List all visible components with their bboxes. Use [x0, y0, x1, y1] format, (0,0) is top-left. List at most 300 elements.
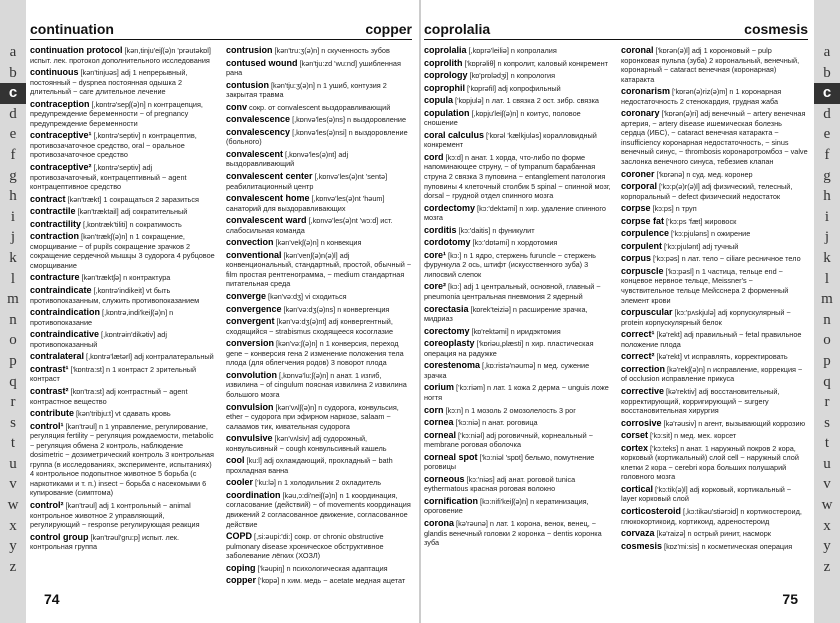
alphabet-tab-p[interactable]: p: [9, 352, 17, 369]
entry-definition: [kən'tru:ʒ(ə)n] n скученность зубов: [272, 46, 390, 55]
dictionary-entry: [621, 387, 808, 416]
headword: contraction: [30, 231, 80, 242]
alphabet-tab-g[interactable]: g: [823, 167, 831, 184]
entry-definition: [,kɒntrə'indikeit] vt быть противопоказанным, служить противопоказанием: [30, 286, 200, 305]
alphabet-tab-n[interactable]: n: [9, 311, 17, 328]
entry-definition: [,kɒnvə'les(ə)nt 'həum] санаторий для выздоравливающих: [226, 194, 385, 213]
entry-definition: ['kɔ:pjulənt] adj тучный: [662, 241, 739, 251]
dictionary-entry: [226, 216, 412, 235]
entry-definition: [kən'træktʃə] n контрактура: [79, 273, 171, 283]
headword: coronarism: [621, 86, 671, 97]
headword: corneous: [424, 473, 465, 484]
entry-definition: [,kɒntrə,indi'keiʃ(ə)n] n противопоказание: [30, 308, 174, 327]
headword: coroner: [621, 168, 655, 179]
headword: contractile: [30, 206, 76, 217]
headword: convolution: [226, 369, 277, 380]
dictionary-entry: [226, 576, 412, 586]
dictionary-entry: [226, 46, 412, 56]
dictionary-entry: [424, 497, 611, 516]
headword: contraceptive¹: [30, 130, 92, 141]
headword: corectomy: [424, 325, 470, 336]
alphabet-tab-h[interactable]: h: [823, 188, 831, 205]
dictionary-entry: [424, 153, 611, 201]
alphabet-tab-y[interactable]: y: [9, 538, 17, 555]
alphabet-tab-m[interactable]: m: [821, 291, 833, 308]
headword: corpuscular: [621, 307, 673, 318]
entry-definition: ['kɒprəfil] adj копрофильный: [465, 83, 561, 93]
entry-definition: [kən'trəul] adj 1 контрольный ~ animal контрольное животное 2 управляющий, регулирующий ~ response регулирующая реакция: [30, 500, 200, 530]
dictionary-entry: [621, 365, 808, 384]
headword: contrusion: [226, 46, 273, 55]
dictionary-entry: [424, 431, 611, 450]
entry-definition: [kɔ:'niəs] adj анат. роговой tunica eythermatous красная роговая волокно: [424, 474, 576, 494]
entry-definition: [,kɒnvə'les(ə)nt] adj выздоравливающий: [226, 149, 349, 169]
alphabet-tab-u[interactable]: u: [823, 455, 831, 472]
headword: cord: [424, 151, 444, 162]
dictionary-entry: [621, 267, 808, 305]
dictionary-entry: [30, 422, 216, 498]
dictionary-entry: [30, 232, 216, 270]
entry-definition: ['kɒriəu,plæsti] n хир. пластическая операция на радужке: [424, 339, 594, 358]
entry-definition: [kə'rəunə] n лат. 1 корона, венок, венец, ~ glandis венечный головки 2 коронка ~ dentis коронка зуба: [424, 518, 602, 548]
dictionary-entry: [424, 204, 611, 223]
dictionary-entry: [424, 519, 611, 548]
entry-definition: ['kɔ:ps 'fæt] жировоск: [664, 216, 737, 226]
dictionary-entry: [424, 339, 611, 358]
entry-definition: [kɔ:] n 1 ядро, стержень furuncle ~ стержень фурункула 2 ось, штифт (искусственного зуба) 3 липосвий слепок: [424, 250, 596, 279]
alphabet-tab-f[interactable]: f: [824, 146, 830, 163]
dictionary-entry: [621, 352, 808, 362]
headword: cooler: [226, 477, 254, 488]
headword: corditis: [424, 224, 457, 235]
alphabet-tab-b[interactable]: b: [9, 64, 17, 81]
dictionary-entry: [226, 532, 412, 561]
dictionary-entry: [226, 172, 412, 191]
entry-definition: [kɒ'prɒlədʒi] n копрология: [467, 71, 556, 81]
entry-definition: ['kɔ:sit] n мед. мех. корсет: [648, 431, 737, 441]
dictionary-entry: [424, 406, 611, 416]
alphabet-tab-r[interactable]: r: [824, 394, 830, 411]
dictionary-entry: [226, 491, 412, 529]
dictionary-entry: [226, 150, 412, 169]
entry-definition: ['kɔ:niəl 'spɒt] бельмо, помутнение роговицы: [424, 452, 595, 472]
dictionary-entry: [621, 485, 808, 504]
headword: correct²: [621, 351, 655, 362]
entry-definition: [kə'rekt] adj правильный ~ fetal правильное положение плода: [621, 330, 802, 349]
dictionary-entry: [30, 220, 216, 230]
entry-definition: [kɔ:'daitis] n фуникулит: [456, 225, 535, 235]
dictionary-entry: [621, 308, 808, 327]
dictionary-entry: [424, 109, 611, 128]
entry-definition: [kə'rekʃ(ə)n] n исправление, коррекция ~ of occlusion исправление прикуса: [621, 364, 803, 384]
alphabet-tab-b[interactable]: b: [823, 64, 831, 81]
headword: copulation: [424, 107, 470, 118]
headword: cordectomy: [424, 202, 476, 213]
dictionary-entry: [30, 533, 216, 552]
headword: conv: [226, 101, 248, 112]
dictionary-entry: [621, 330, 808, 349]
alphabet-tab-t[interactable]: t: [824, 435, 830, 452]
alphabet-tab-v[interactable]: v: [823, 476, 831, 493]
entry-definition: [kən'tinjuəs] adj 1 непрерывный, постоянный ~ dyspnea постоянная одышка 2 длительный ~ care длительное лечение: [30, 68, 188, 97]
headword: corpse: [621, 203, 651, 214]
headword: contraceptive²: [30, 162, 92, 173]
dictionary-entry: [424, 305, 611, 324]
dictionary-entry: [30, 273, 216, 283]
headword: copper: [226, 575, 257, 586]
dictionary-entry: [424, 71, 611, 81]
left-guide-word-first: continuation: [30, 21, 114, 37]
dictionary-entry: [30, 131, 216, 160]
headword: corpse fat: [621, 215, 665, 226]
entry-definition: [kɔ:d] n анат. 1 хорда, что-либо по форме напоминающее струну, ~ of tympanum барабанная струна 2 связка 3 пуповина ~ entanglement патология пуповины 4 клеточный столбик 5 spinal ~ спинной мозг, dorsal ~ грудной отдел спинного мозга: [424, 152, 611, 201]
entry-definition: [kən'və:dʒ(ə)ns] n конвергенция: [281, 304, 390, 314]
entry-definition: ['kɔ:pəsl] n 1 частица, тельце end ~ концевое нервное тельце, Meissner's ~ чувствительное тельце Мейсснера 2 форменный элемент крови: [621, 266, 789, 305]
entry-definition: [kɒz'mi:sis] n косметическая операция: [662, 541, 793, 551]
entry-definition: [kən'vʌlʃ(ə)n] n судорога, конвульсия, ether ~ судорога при эфирном наркозе, salaam ~ салаамов тик, кивательная судорога: [226, 402, 399, 431]
dictionary-entry: [30, 68, 216, 97]
dictionary-entry: [621, 87, 808, 106]
dictionary-entry: [30, 409, 216, 419]
headword: contraindicative: [30, 329, 100, 340]
headword: convalescent: [226, 148, 284, 159]
headword: convergent: [226, 316, 275, 327]
entry-definition: ['kɔ:pəs] n лат. тело ~ ciliare ресничное тело: [651, 254, 801, 264]
alphabet-tab-w[interactable]: w: [7, 497, 19, 514]
dictionary-entry: [30, 100, 216, 129]
headword: convalescent ward: [226, 215, 307, 226]
alphabet-tab-s[interactable]: s: [824, 414, 830, 431]
dictionary-entry: [621, 529, 808, 539]
entry-definition: [kɒ'rektəmi] n иридэктомия: [469, 326, 561, 336]
dictionary-entry: [424, 475, 611, 494]
entry-definition: сокр. от convalescent выздоравливающий: [247, 102, 391, 112]
dictionary-entry: [621, 46, 808, 84]
headword: contraindicate: [30, 285, 92, 296]
dictionary-entry: [226, 478, 412, 488]
headword: convalescency: [226, 126, 291, 137]
entry-definition: ['kɒrən(ə)l] adj 1 коронковый ~ pulp коронковая пульпа (зуба) 2 корональный, венечный, коронарный ~ cataract венечная (коронарная) катаракта: [621, 46, 800, 84]
entry-definition: [kən'vʌlsiv] adj судорожный, конвульсивный ~ cough конвульсивный кашель: [226, 434, 387, 453]
headword: control¹: [30, 420, 64, 431]
alphabet-tab-z[interactable]: z: [9, 558, 17, 575]
headword: corrective: [621, 385, 665, 396]
dictionary-entry: [30, 286, 216, 305]
entry-definition: ['kɔ:tik(ə)l] adj корковый, кортикальный ~ layer корковый слой: [621, 484, 792, 504]
dictionary-entry: [226, 81, 412, 100]
dictionary-entry: [226, 305, 412, 315]
alphabet-tab-o[interactable]: o: [823, 332, 831, 349]
entry-definition: [kə'rektiv] adj восстановительный, корректирующий, корригирующий ~ surgery восстановительная хирургия: [621, 386, 780, 416]
entry-definition: ['kɔ:pjuləns] n ожирение: [669, 229, 751, 239]
dictionary-entry: [226, 115, 412, 125]
dictionary-entry: [621, 419, 808, 429]
headword: contralateral: [30, 351, 85, 362]
headword: coronal: [621, 46, 654, 55]
dictionary-entry: [621, 431, 808, 441]
dictionary-entry: [226, 292, 412, 302]
headword: corporal: [621, 181, 658, 192]
headword: convulsion: [226, 401, 274, 412]
dictionary-entry: [424, 251, 611, 280]
dictionary-entry: [226, 128, 412, 147]
entry-definition: [kən,tinju'eiʃ(ə)n 'prəutəkɒl] испыт. лек. протокол дополнительного исследования: [30, 46, 211, 65]
headword: cortical: [621, 483, 654, 494]
dictionary-entry: [30, 330, 216, 349]
dictionary-entry: [226, 434, 412, 453]
entry-definition: [kən'tju:zd 'wu:nd] ушибленная рана: [226, 58, 401, 78]
left-guide-word-last: copper: [365, 21, 412, 37]
headword: contusion: [226, 79, 269, 90]
alphabet-tab-o[interactable]: o: [9, 332, 17, 349]
alphabet-tab-u[interactable]: u: [9, 455, 17, 472]
headword: contrast²: [30, 385, 69, 396]
entry-definition: [,kɒntrəin'dikətiv] adj противопоказанный: [30, 330, 167, 349]
entry-definition: [kɔ:nifi'keiʃ(ə)n] n кератинизация, ороговение: [424, 496, 589, 516]
headword: corneal spot: [424, 451, 478, 462]
entry-definition: ['kɒntra:st] n 1 контраст 2 зрительный контраст: [30, 364, 197, 384]
alphabet-tab-d[interactable]: d: [823, 105, 831, 122]
dictionary-entry: [621, 109, 808, 166]
headword: contraindication: [30, 307, 101, 318]
entry-definition: [kən'trəul'gru:p] испыт. лек. контрольная группа: [30, 532, 180, 552]
alphabet-tab-x[interactable]: x: [823, 517, 831, 534]
dictionary-entry: [621, 254, 808, 264]
alphabet-tab-n[interactable]: n: [823, 311, 831, 328]
headword: contused wound: [226, 57, 298, 68]
dictionary-entry: [424, 46, 611, 56]
alphabet-tab-m[interactable]: m: [7, 291, 19, 308]
dictionary-entry: [30, 387, 216, 406]
left-column-2: [226, 46, 412, 586]
left-page-number: 74: [44, 591, 60, 607]
dictionary-entry: [621, 444, 808, 482]
alphabet-tab-r[interactable]: r: [10, 394, 16, 411]
entry-definition: ['kɒpə] n хим. медь ~ acetate медная ацетат: [256, 576, 406, 586]
headword: corium: [424, 382, 455, 393]
headword: copula: [424, 95, 454, 106]
headword: corneal: [424, 429, 457, 440]
dictionary-entry: [30, 501, 216, 530]
headword: coreoplasty: [424, 338, 475, 349]
entry-definition: ['kɒrəl 'kælkjuləs] коралловидный конкремент: [424, 130, 597, 150]
alphabet-index-left: [0, 0, 26, 623]
alphabet-tab-s[interactable]: s: [10, 414, 16, 431]
headword: corona: [424, 517, 455, 528]
entry-definition: [kən'træktail] adj сократительный: [75, 207, 188, 217]
alphabet-tab-p[interactable]: p: [823, 352, 831, 369]
headword: correction: [621, 363, 666, 374]
entry-definition: ['kɒrən(ə)ri] adj венечный ~ artery венечная артерия, ~ artery disease ишемическая болезнь сердца (ИБС), ~ cataract венечная катаракта ~ insufficiency коронарная недостаточность, ~ sinus венечный синус, ~ thrombosis коронаротромбоз ~ valve заслонка венечного синуса, тебезиев клапан: [621, 109, 808, 167]
headword: corvaza: [621, 528, 655, 539]
dictionary-entry: [30, 365, 216, 384]
dictionary-entry: [226, 194, 412, 213]
right-running-head: [424, 20, 808, 40]
alphabet-tab-k[interactable]: k: [9, 249, 17, 266]
dictionary-entry: [424, 383, 611, 402]
headword: cornea: [424, 417, 454, 428]
alphabet-tab-l[interactable]: l: [824, 270, 830, 287]
alphabet-tab-e[interactable]: e: [9, 126, 17, 143]
headword: core¹: [424, 249, 447, 260]
dictionary-entry: [226, 403, 412, 432]
headword: coping: [226, 562, 256, 573]
headword: coprophil: [424, 82, 465, 93]
alphabet-tab-v[interactable]: v: [9, 476, 17, 493]
headword: coordination: [226, 489, 281, 500]
headword: contrast¹: [30, 363, 69, 374]
dictionary-entry: [226, 371, 412, 400]
headword: cool: [226, 455, 245, 466]
headword: corset: [621, 430, 649, 441]
headword: conventional: [226, 249, 282, 260]
right-page: [420, 0, 840, 623]
alphabet-tab-a[interactable]: a: [9, 44, 17, 60]
headword: corectasia: [424, 303, 469, 314]
headword: corestenoma: [424, 360, 481, 371]
entry-definition: [kən'trækʃ(ə)n] n 1 сокращение, сморщивание ~ of pupils сокращение зрачков 2 сокращение сердечной мышцы 3 судорога 4 рубцовое сморщивание: [30, 232, 215, 270]
alphabet-tab-j[interactable]: j: [10, 229, 16, 246]
headword: convalescent center: [226, 171, 313, 182]
dictionary-entry: [424, 84, 611, 94]
dictionary-entry: [424, 59, 611, 69]
alphabet-tab-l[interactable]: l: [10, 270, 16, 287]
entry-definition: [,kɒpju'leiʃ(ə)n] n коитус, половое сношение: [424, 108, 581, 128]
headword: core²: [424, 281, 447, 292]
entry-definition: ['kɔ:teks] n анат. 1 наружный покров 2 кора, корковый (кортикальный) слой cell ~ наружный слой клетки 2 кора ~ cerebri кора больших полушарий головного мозга: [621, 443, 799, 482]
headword: cornification: [424, 495, 479, 506]
right-guide-word-last: cosmesis: [744, 21, 808, 37]
headword: convergence: [226, 303, 282, 314]
entry-definition: ['kɒpjulə] n лат. 1 связка 2 ост. зибр. связка: [453, 96, 599, 106]
dictionary-entry: [424, 453, 611, 472]
alphabet-tab-i[interactable]: i: [10, 208, 16, 225]
entry-definition: [,kɒ:ristə'nəumə] n мед. сужение зрачка: [424, 361, 590, 380]
alphabet-tab-d[interactable]: d: [9, 105, 17, 122]
entry-definition: [kən'trəul] n 1 управление, регулирование, регуляция fertility ~ регуляция рождаемости, metabolic ~ регуляция обмена 2 контроль, наблюдение dosimetric ~ дозиметрический контроль 3 контрольная группа (в исследованиях, эксперименте, испытаниях) 4 контрольное подопытное животное 5 борьба (с наркотиками и т. п.) insect ~ борьба с насекомыми 6 купирование (симптома): [30, 421, 215, 498]
dictionary-entry: [30, 207, 216, 217]
headword: contracture: [30, 272, 80, 283]
alphabet-tab-a[interactable]: a: [823, 44, 831, 60]
headword: control²: [30, 499, 64, 510]
right-page-number: 75: [782, 591, 798, 607]
headword: convection: [226, 237, 274, 248]
headword: contract: [30, 193, 66, 204]
alphabet-tab-x[interactable]: x: [9, 517, 17, 534]
dictionary-entry: [621, 507, 808, 526]
alphabet-tab-h[interactable]: h: [9, 188, 17, 205]
dictionary-entry: [226, 564, 412, 574]
headword: coprolalia: [424, 46, 467, 55]
entry-definition: ['kɔ:riəm] n лат. 1 кожа 2 дерма ~ unguis ложе ногтя: [424, 383, 609, 402]
entry-definition: [,kɒprə'leiliə] n копролалия: [466, 46, 557, 55]
dictionary-entry: [424, 226, 611, 236]
headword: contractility: [30, 218, 82, 229]
alphabet-tab-y[interactable]: y: [823, 538, 831, 555]
entry-definition: [,kɒnvə'les(ə)nsi] n выздоровление (больного): [226, 127, 408, 147]
entry-definition: ['kɔ:p(ə)r(ə)l] adj физический, телесный, корпоральный ~ defect физический недостаток: [621, 182, 793, 201]
alphabet-tab-q[interactable]: q: [9, 373, 17, 390]
dictionary-entry: [424, 282, 611, 301]
headword: contribute: [30, 408, 74, 419]
dictionary-entry: [30, 352, 216, 362]
dictionary-entry: [621, 217, 808, 227]
dictionary-entry: [621, 229, 808, 239]
headword: coprolith: [424, 57, 463, 68]
dictionary-entry: [226, 339, 412, 368]
dictionary-entry: [226, 317, 412, 336]
entry-definition: [kən'tribju:t] vt сдавать кровь: [74, 409, 171, 419]
entry-definition: [kɒn'tra:st] adj контрастный ~ agent контрастное вещество: [30, 386, 188, 406]
dictionary-entry: [30, 46, 216, 65]
headword: corn: [424, 404, 444, 415]
entry-definition: [kɔ:ps] n труп: [650, 204, 697, 214]
alphabet-tab-j[interactable]: j: [824, 229, 830, 246]
alphabet-tab-f[interactable]: f: [10, 146, 16, 163]
entry-definition: [ku:l] adj охлаждающий, прохладный ~ bath прохладная ванна: [226, 456, 393, 475]
entry-definition: [kən'vekʃ(ə)n] n конвекция: [273, 238, 362, 248]
dictionary-entry: [226, 59, 412, 78]
entry-definition: [kən'venʃ(ə)n(ə)l] adj конвенциональный, стандартный, простой, обычный ~ film простая рентгенограмма, ~ medium стандартная питательная среда: [226, 250, 412, 289]
alphabet-tab-e[interactable]: e: [823, 126, 831, 143]
dictionary-entry: [226, 103, 412, 113]
entry-definition: ['kəupiŋ] n психологическая адаптация: [255, 563, 388, 573]
alphabet-tab-i[interactable]: i: [824, 208, 830, 225]
alphabet-tab-g[interactable]: g: [9, 167, 17, 184]
alphabet-tab-t[interactable]: t: [10, 435, 16, 452]
entry-definition: [kɔ:] adj 1 центральный, основной, главный ~ pneumonia центральная пневмония 2 ядерный: [424, 282, 601, 302]
entry-definition: [,kɔ:tikəu'stiərɔid] n кортикостероид, глюкокортикоид, кортикоид, адреностероид: [621, 506, 802, 526]
dictionary-entry: [621, 182, 808, 201]
headword: correct¹: [621, 329, 655, 340]
headword: continuous: [30, 67, 79, 78]
entry-definition: [,kɒntrə'septiv] adj противозачаточный, контрацептивный ~ agent контрацептивное средство: [30, 163, 187, 192]
headword: cosmesis: [621, 540, 663, 551]
alphabet-tab-w[interactable]: w: [821, 497, 833, 514]
alphabet-tab-q[interactable]: q: [823, 373, 831, 390]
entry-definition: [kə'rəusiv] n агент, вызывающий коррозию: [661, 418, 806, 428]
dictionary-entry: [424, 327, 611, 337]
entry-definition: ['kɔ:niə] n анат. роговица: [453, 418, 538, 428]
dictionary-entry: [621, 170, 808, 180]
entry-definition: [kɔ:'pʌskjulə] adj корпускулярный ~ protein корпускулярный белок: [621, 308, 791, 327]
entry-definition: ['kɒprəliθ] n копролит, каловый конкремент: [462, 58, 608, 68]
alphabet-tab-z[interactable]: z: [823, 558, 831, 575]
entry-definition: [kə'raizə] n острый ринит, насморк: [654, 529, 771, 539]
entry-definition: [kɔ:n] n 1 мозоль 2 омозолелость 3 рог: [443, 405, 576, 415]
entry-definition: ['kɔ:niəl] adj роговичный, корнеальный ~ membrane роговая оболочка: [424, 430, 594, 450]
alphabet-tab-c[interactable]: c: [0, 83, 26, 104]
dictionary-entry: [621, 204, 808, 214]
dictionary-entry: [30, 308, 216, 327]
headword: converge: [226, 291, 267, 302]
right-guide-word-first: coprolalia: [424, 21, 491, 37]
left-running-head: [30, 20, 412, 40]
entry-definition: [kən'trækt] 1 сокращаться 2 заразиться: [65, 194, 199, 204]
alphabet-tab-c[interactable]: c: [814, 83, 840, 104]
headword: corpuscle: [621, 265, 664, 276]
alphabet-tab-k[interactable]: k: [823, 249, 831, 266]
headword: coronary: [621, 108, 660, 119]
entry-definition: [,kɒnvə'les(ə)nt 'wɔ:d] ист. слабосильная команда: [226, 216, 393, 235]
entry-definition: [,kɒntrə'septiv] n контрацептив, противозачаточное средство, oral ~ оральное противозачаточное средство: [30, 131, 197, 160]
alphabet-index-right: [814, 0, 840, 623]
headword: corpus: [621, 253, 652, 264]
right-column-1: [424, 46, 611, 586]
headword: control group: [30, 531, 89, 542]
dictionary-entry: [621, 242, 808, 252]
entry-definition: [kən'və:dʒ] vi сходиться: [266, 292, 347, 302]
